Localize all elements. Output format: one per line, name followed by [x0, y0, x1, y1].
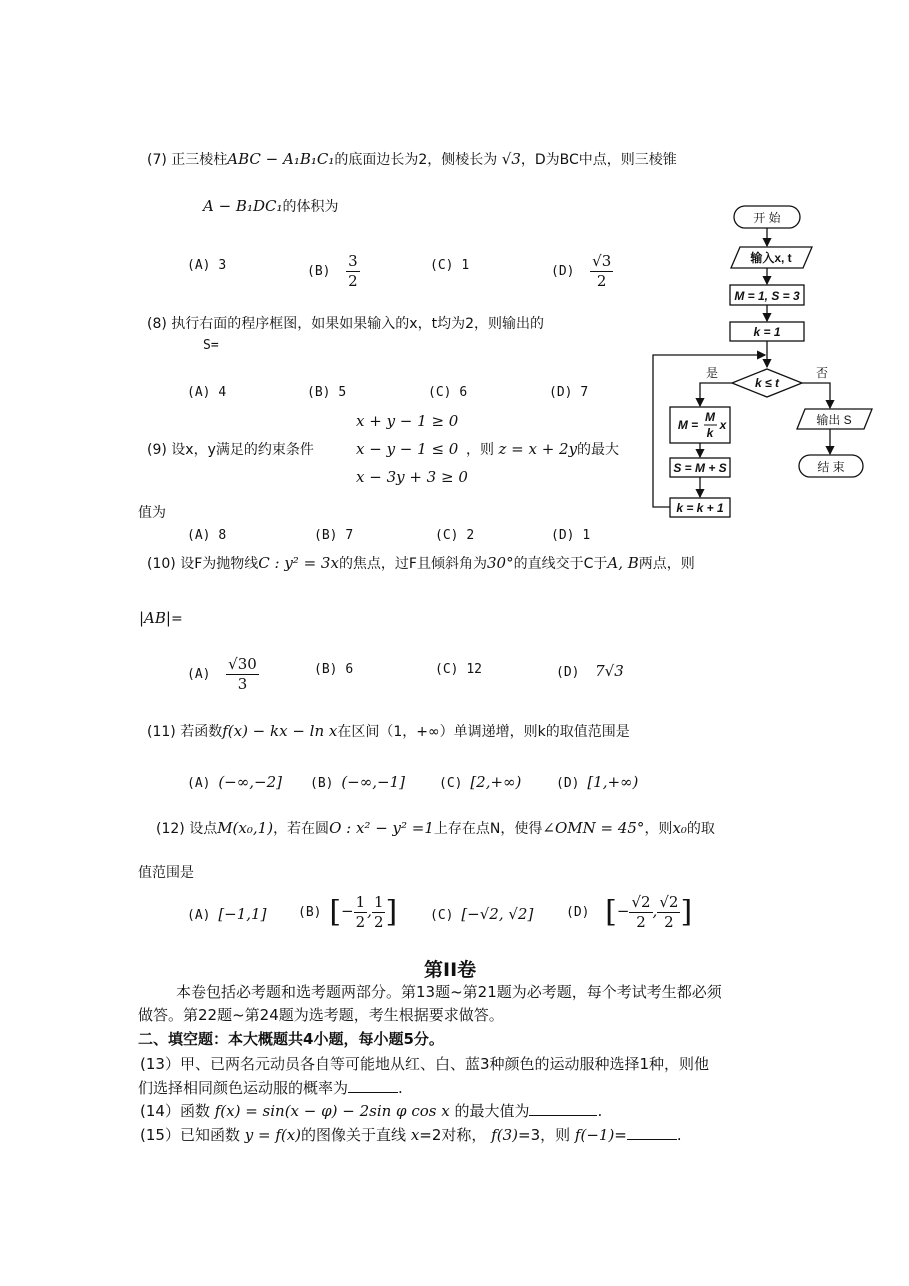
q14-answer-blank[interactable] — [529, 1103, 597, 1116]
q7-line1: (7) 正三棱柱ABC − A₁B₁C₁的底面边长为2，侧棱长为 √3，D为BC中点，则三棱锥 — [147, 150, 677, 168]
q15-answer-blank[interactable] — [627, 1127, 677, 1140]
q9-line1: (9) 设x，y满足的约束条件 — [147, 442, 314, 458]
flow-output-label: 输出 S — [816, 413, 852, 427]
q7-opt-b: (B) $\frac{3}{2}$ — [307, 252, 358, 290]
q8-line2: S= — [203, 338, 219, 353]
flow-inc-label: k = k + 1 — [676, 501, 724, 515]
q12-opt-a: (A) [−1,1] — [187, 905, 267, 923]
flow-m-den: k — [706, 426, 714, 440]
q15-line: (15）已知函数 y = f(x)的图像关于直线 x=2对称， f(3)=3，则 f(−1)= . — [140, 1126, 682, 1144]
q12-opt-d: (D) [− $\frac{√2}{2}$ , $\frac{√2}{2}$ ] — [566, 893, 693, 931]
flow-s-label: S = M + S — [673, 461, 727, 475]
flow-init-label: M = 1, S = 3 — [734, 289, 800, 303]
q8-opt-c: (C) 6 — [428, 385, 468, 400]
q11-line1: (11) 若函数f(x) − kx − ln x在区间（1，+∞）单调递增，则k的取值范围是 — [147, 722, 630, 740]
program-flowchart — [640, 195, 890, 525]
q8-opt-a: (A) 4 — [187, 385, 227, 400]
flow-m-x: x — [719, 418, 727, 432]
q8-opt-d: (D) 7 — [549, 385, 589, 400]
q12-opt-c: (C) [−√2, √2] — [430, 905, 534, 923]
q10-opt-c: (C) 12 — [435, 662, 482, 677]
q11-opt-c: (C) [2,+∞) — [439, 773, 522, 791]
flow-m-num: M — [705, 410, 715, 424]
flow-k1-label: k = 1 — [753, 325, 781, 339]
part2-heading: 二、填空题：本大概题共4小题，每小题5分。 — [138, 1030, 444, 1048]
flow-no-label: 否 — [815, 366, 829, 380]
q8-opt-b: (B) 5 — [307, 385, 347, 400]
q10-opt-d: (D) 7√3 — [556, 662, 624, 680]
q9-opt-c: (C) 2 — [435, 528, 475, 543]
q10-line1: (10) 设F为抛物线C : y² = 3x的焦点，过F且倾斜角为30°的直线交于C于A, B两点，则 — [147, 554, 695, 572]
q13-answer-blank[interactable] — [348, 1080, 398, 1093]
part2-intro-2: 做答。第22题~第24题为选考题，考生根据要求做答。 — [138, 1006, 504, 1024]
flow-m-label: M = — [677, 418, 699, 432]
q12-line1: (12) 设点M(x₀,1)，若在圆O : x² − y² =1上存在点N，使得∠OMN = 45°，则x₀的取 — [156, 819, 715, 837]
q9-opt-a: (A) 8 — [187, 528, 227, 543]
flow-start-label: 开 始 — [753, 211, 781, 225]
q10-line2: |AB|= — [139, 609, 183, 627]
q10-opt-a: (A) $\frac{√30}{3}$ — [187, 655, 257, 693]
q7-opt-d: (D) $\frac{√3}{2}$ — [551, 252, 612, 290]
q12-line2: 值范围是 — [138, 865, 194, 881]
q10-opt-b: (B) 6 — [314, 662, 354, 677]
q7-opt-a: (A) 3 — [187, 258, 227, 273]
q9-opt-d: (D) 1 — [551, 528, 591, 543]
q9-objective: ，则 z = x + 2y的最大 — [466, 440, 620, 458]
q13-line2: 们选择相同颜色运动服的概率为 . — [138, 1079, 403, 1097]
q8-line1: (8) 执行右面的程序框图，如果如果输入的x，t均为2，则输出的 — [147, 316, 544, 332]
q7-opt-c: (C) 1 — [430, 258, 470, 273]
q11-opt-b: (B) (−∞,−1] — [310, 773, 405, 791]
q9-constraint-3: x − 3y + 3 ≥ 0 — [356, 468, 468, 486]
q9-constraint-1: x + y − 1 ≥ 0 — [356, 412, 459, 430]
q14-line: (14）函数 f(x) = sin(x − φ) − 2sin φ cos x 的最大值为 . — [140, 1102, 603, 1120]
q9-line2: 值为 — [138, 505, 166, 521]
q11-opt-d: (D) [1,+∞) — [556, 773, 639, 791]
part2-intro-1: 本卷包括必考题和选考题两部分。第13题~第21题为必考题，每个考试考生都必须 — [176, 983, 722, 1001]
q7-line2: A − B₁DC₁的体积为 — [203, 197, 339, 215]
flow-condition-label: k ≤ t — [755, 376, 779, 390]
q13-line1: (13）甲、已两名元动员各自等可能地从红、白、蓝3种颜色的运动服种选择1种，则他 — [140, 1055, 710, 1073]
q12-opt-b: (B) [− $\frac{1}{2}$ , $\frac{1}{2}$ ] — [298, 893, 398, 931]
flow-end-label: 结 束 — [817, 460, 845, 474]
part2-title: 第II卷 — [424, 959, 477, 981]
q9-constraint-2: x − y − 1 ≤ 0 — [356, 440, 459, 458]
q11-opt-a: (A) (−∞,−2] — [187, 773, 282, 791]
q9-opt-b: (B) 7 — [314, 528, 354, 543]
flow-yes-label: 是 — [705, 366, 719, 380]
flow-input-label: 输入x, t — [750, 251, 792, 265]
